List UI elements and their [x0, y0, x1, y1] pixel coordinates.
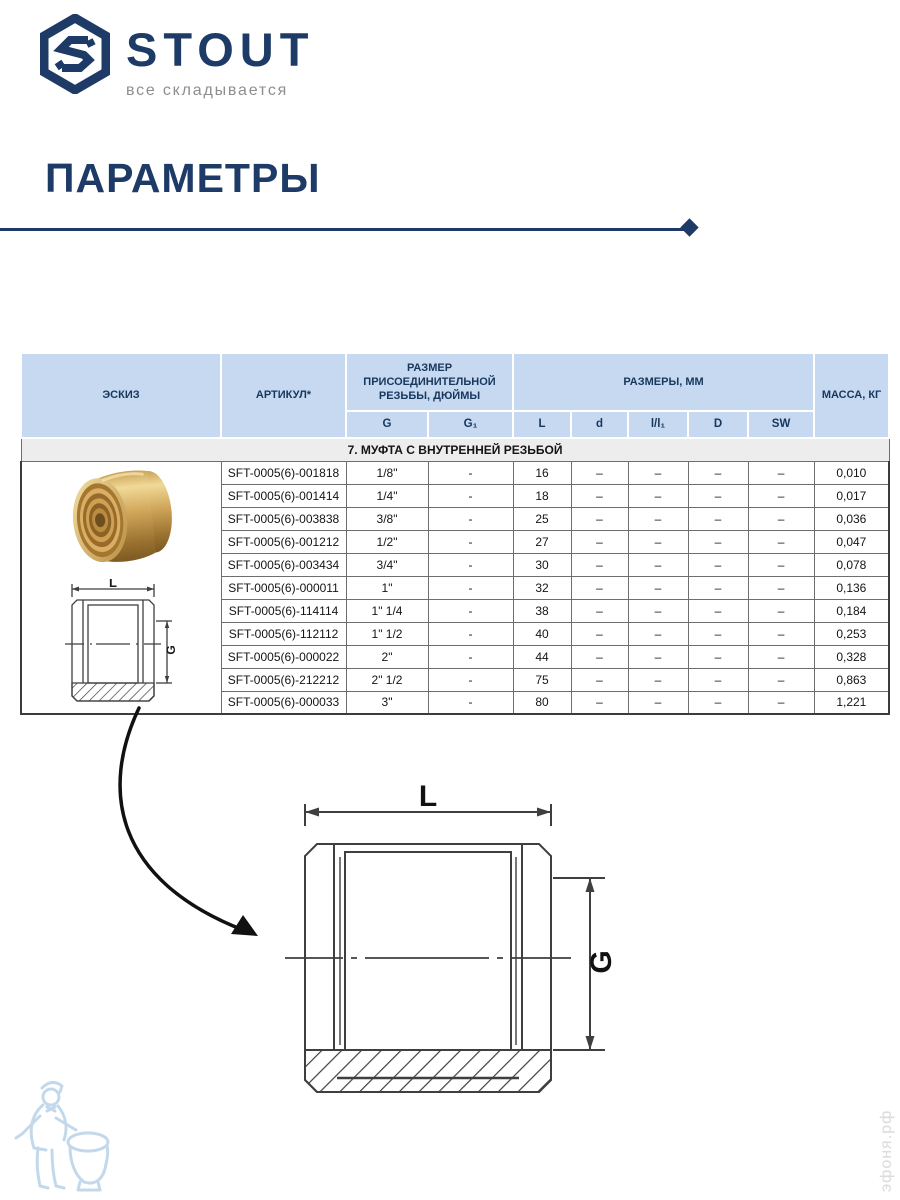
cell-dd: –	[688, 461, 748, 484]
cell-articul: SFT-0005(6)-003838	[221, 507, 346, 530]
cell-sw: –	[748, 622, 814, 645]
cell-mass: 0,253	[814, 622, 889, 645]
cell-sw: –	[748, 599, 814, 622]
cell-mass: 0,047	[814, 530, 889, 553]
col-header-mass: МАССА, КГ	[814, 353, 889, 438]
cell-g1: -	[428, 645, 513, 668]
cell-dd: –	[688, 484, 748, 507]
brand-text-block	[126, 14, 314, 100]
cell-d: –	[571, 668, 628, 691]
cell-ll1: –	[628, 668, 688, 691]
cell-g1: -	[428, 691, 513, 714]
cell-g1: -	[428, 622, 513, 645]
cell-sw: –	[748, 530, 814, 553]
cell-d: –	[571, 553, 628, 576]
cell-sw: –	[748, 576, 814, 599]
table-row	[21, 461, 889, 484]
cell-l: 30	[513, 553, 571, 576]
cell-g1: -	[428, 668, 513, 691]
cell-dd: –	[688, 530, 748, 553]
cell-d: –	[571, 691, 628, 714]
cell-d: –	[571, 530, 628, 553]
cell-articul: SFT-0005(6)-001414	[221, 484, 346, 507]
cell-d: –	[571, 622, 628, 645]
cell-l: 32	[513, 576, 571, 599]
col-header-articul: АРТИКУЛ*	[221, 353, 346, 438]
cell-g1: -	[428, 530, 513, 553]
brand-tagline: все складывается	[126, 82, 289, 99]
cell-articul: SFT-0005(6)-000033	[221, 691, 346, 714]
cell-sw: –	[748, 645, 814, 668]
technical-drawing	[233, 782, 623, 1117]
cell-articul: SFT-0005(6)-003434	[221, 553, 346, 576]
cell-mass: 0,863	[814, 668, 889, 691]
cell-g1: -	[428, 576, 513, 599]
page-title: ПАРАМЕТРЫ	[45, 155, 321, 201]
cell-g: 1/2"	[346, 530, 428, 553]
cell-l: 44	[513, 645, 571, 668]
section-row	[21, 438, 889, 461]
cell-dd: –	[688, 668, 748, 691]
cell-dd: –	[688, 645, 748, 668]
col-header-dd: D	[688, 411, 748, 438]
cell-dd: –	[688, 507, 748, 530]
col-header-g1: G₁	[428, 411, 513, 438]
cell-d: –	[571, 507, 628, 530]
cell-g: 2" 1/2	[346, 668, 428, 691]
cell-articul: SFT-0005(6)-001818	[221, 461, 346, 484]
stout-hexagon-icon	[40, 14, 110, 94]
cell-mass: 0,036	[814, 507, 889, 530]
cell-mass: 1,221	[814, 691, 889, 714]
cell-l: 40	[513, 622, 571, 645]
cell-g1: -	[428, 461, 513, 484]
cell-l: 75	[513, 668, 571, 691]
cell-sw: –	[748, 484, 814, 507]
cell-g1: -	[428, 507, 513, 530]
brass-coupling-photo	[60, 465, 182, 571]
col-header-dimensions: РАЗМЕРЫ, ММ	[513, 353, 814, 411]
cell-ll1: –	[628, 576, 688, 599]
site-watermark: эфоня.рф	[878, 1109, 895, 1192]
sketch-dim-g-label: G	[164, 645, 179, 655]
cell-dd: –	[688, 576, 748, 599]
cell-ll1: –	[628, 484, 688, 507]
cell-g: 3/4"	[346, 553, 428, 576]
sketch-dim-l-label: L	[109, 579, 118, 591]
cell-ll1: –	[628, 599, 688, 622]
cell-articul: SFT-0005(6)-001212	[221, 530, 346, 553]
cell-d: –	[571, 576, 628, 599]
cell-articul: SFT-0005(6)-114114	[221, 599, 346, 622]
cell-dd: –	[688, 553, 748, 576]
cell-ll1: –	[628, 622, 688, 645]
cell-articul: SFT-0005(6)-000022	[221, 645, 346, 668]
cell-ll1: –	[628, 645, 688, 668]
col-header-ll1: l/l₁	[628, 411, 688, 438]
sketch-cell	[21, 461, 221, 714]
cell-l: 38	[513, 599, 571, 622]
plumber-mascot-icon	[10, 1072, 128, 1198]
col-header-sketch: ЭСКИЗ	[21, 353, 221, 438]
cell-l: 27	[513, 530, 571, 553]
cell-d: –	[571, 461, 628, 484]
cell-d: –	[571, 484, 628, 507]
col-header-g: G	[346, 411, 428, 438]
cell-dd: –	[688, 599, 748, 622]
cell-articul: SFT-0005(6)-212212	[221, 668, 346, 691]
section-title: 7. МУФТА С ВНУТРЕННЕЙ РЕЗЬБОЙ	[21, 438, 889, 461]
cell-g1: -	[428, 599, 513, 622]
cell-ll1: –	[628, 530, 688, 553]
cell-articul: SFT-0005(6)-000011	[221, 576, 346, 599]
col-header-thread-size: РАЗМЕР ПРИСОЕДИНИТЕЛЬНОЙ РЕЗЬБЫ, ДЮЙМЫ	[346, 353, 513, 411]
divider-rule	[0, 228, 688, 231]
cell-g: 3/8"	[346, 507, 428, 530]
cell-dd: –	[688, 622, 748, 645]
cell-g: 1" 1/2	[346, 622, 428, 645]
cell-l: 25	[513, 507, 571, 530]
cell-mass: 0,078	[814, 553, 889, 576]
cell-g: 2"	[346, 645, 428, 668]
cell-ll1: –	[628, 553, 688, 576]
cell-g: 1/4"	[346, 484, 428, 507]
col-header-sw: SW	[748, 411, 814, 438]
cell-d: –	[571, 645, 628, 668]
cell-mass: 0,136	[814, 576, 889, 599]
cell-articul: SFT-0005(6)-112112	[221, 622, 346, 645]
cell-l: 80	[513, 691, 571, 714]
cell-g: 1/8"	[346, 461, 428, 484]
cell-ll1: –	[628, 691, 688, 714]
cell-mass: 0,184	[814, 599, 889, 622]
coupling-sketch-drawing	[62, 579, 180, 711]
cell-dd: –	[688, 691, 748, 714]
cell-mass: 0,010	[814, 461, 889, 484]
brand-name: STOUT	[126, 23, 315, 76]
sketch-stack	[24, 463, 219, 711]
cell-g: 1" 1/4	[346, 599, 428, 622]
brand-logo	[40, 14, 314, 100]
col-header-d: d	[571, 411, 628, 438]
cell-ll1: –	[628, 507, 688, 530]
cell-d: –	[571, 599, 628, 622]
spec-table	[20, 352, 890, 715]
diamond-icon	[680, 218, 698, 236]
cell-mass: 0,328	[814, 645, 889, 668]
cell-sw: –	[748, 461, 814, 484]
cell-l: 18	[513, 484, 571, 507]
drawing-dim-g-label: G	[585, 950, 618, 974]
cell-g1: -	[428, 484, 513, 507]
cell-g: 1"	[346, 576, 428, 599]
cell-g: 3"	[346, 691, 428, 714]
cell-mass: 0,017	[814, 484, 889, 507]
cell-sw: –	[748, 553, 814, 576]
drawing-dim-l-label: L	[418, 782, 438, 813]
cell-sw: –	[748, 507, 814, 530]
cell-sw: –	[748, 691, 814, 714]
cell-g1: -	[428, 553, 513, 576]
col-header-l: L	[513, 411, 571, 438]
cell-l: 16	[513, 461, 571, 484]
cell-sw: –	[748, 668, 814, 691]
cell-ll1: –	[628, 461, 688, 484]
